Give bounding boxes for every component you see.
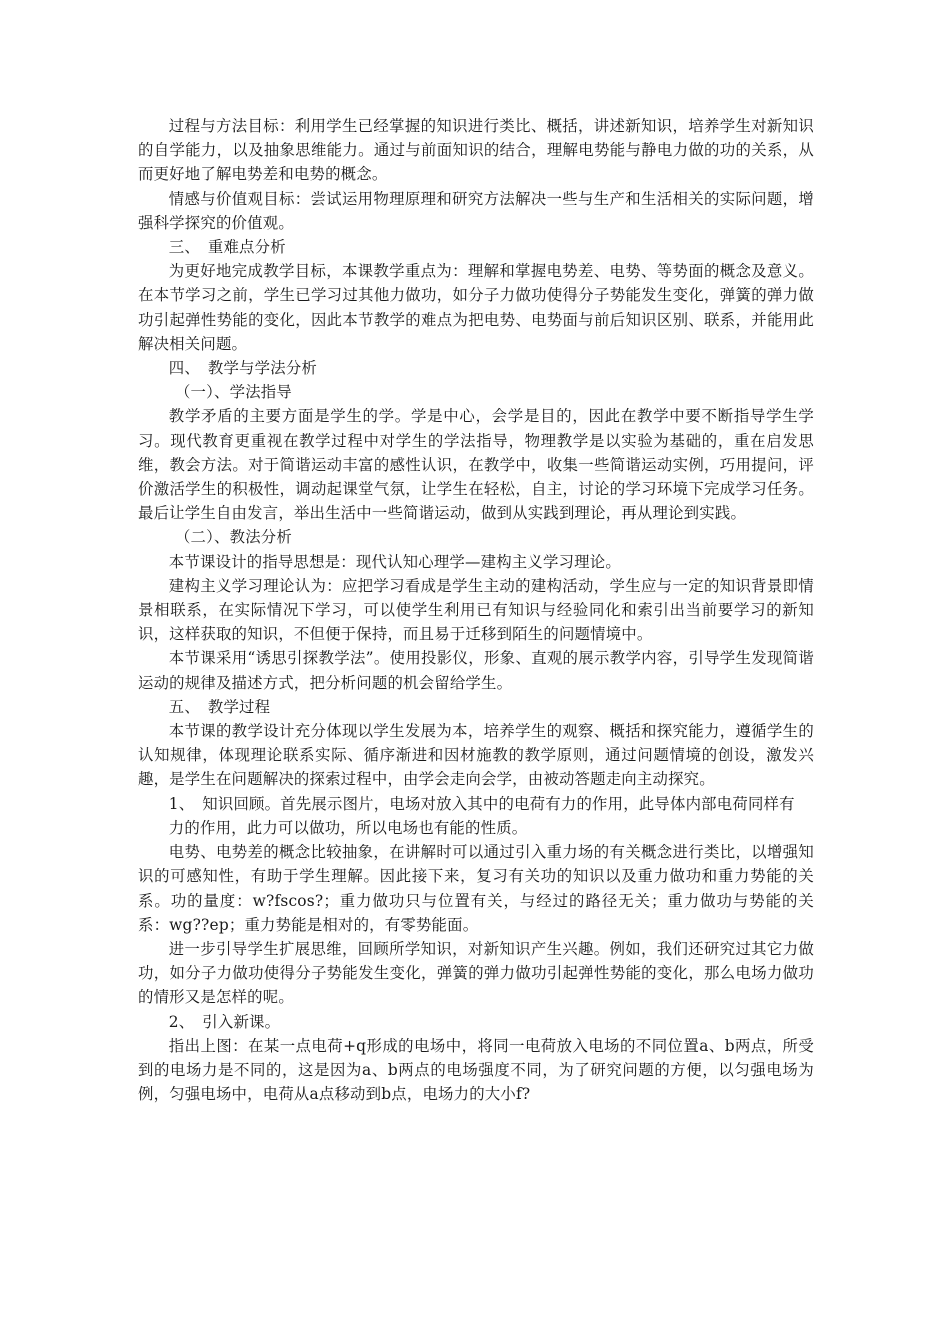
document-body xyxy=(138,114,814,1106)
heading-new-lesson: 2、 引入新课。 xyxy=(168,1012,281,1031)
paragraph-constructivism: 建构主义学习理论认为：应把学习看成是学生主动的建构活动，学生应与一定的知识背景即情景相联系，在实际情况下学习，可以使学生利用已有知识与经验同化和索引出当前要学习的新知识，这样获取的知识，不但便于保持，而且易于迁移到陌生的问题情境中。 xyxy=(138,576,814,644)
heading-teaching-process: 五、 教学过程 xyxy=(168,697,271,716)
paragraph-teaching-design: 本节课的教学设计充分体现以学生发展为本，培养学生的观察、概括和探究能力，遵循学生的认知规律，体现理论联系实际、循序渐进和因材施教的教学原则，通过问题情境的创设，激发兴趣，是学生在问题解决的探索过程中，由学会走向会学，由被动答题走向主动探究。 xyxy=(138,722,814,789)
subheading-teaching-method: （二）、教法分析 xyxy=(174,528,292,547)
heading-teaching-learning-analysis: 四、 教学与学法分析 xyxy=(168,359,318,378)
paragraph-teaching-approach: 本节课采用“诱思引探教学法”。使用投影仪，形象、直观的展示教学内容，引导学生发现简谐运动的规律及描述方式，把分析问题的机会留给学生。 xyxy=(138,649,814,692)
subheading-learning-guidance: （一）、学法指导 xyxy=(174,383,292,402)
paragraph-emotion-value-goal: 情感与价值观目标：尝试运用物理原理和研究方法解决一些与生产和生活相关的实际问题，增强科学探究的价值观。 xyxy=(138,189,814,232)
paragraph-guiding-idea: 本节课设计的指导思想是：现代认知心理学—建构主义学习理论。 xyxy=(168,552,621,571)
paragraph-force-work: 力的作用，此力可以做功，所以电场也有能的性质。 xyxy=(168,818,528,837)
paragraph-expand-thinking: 进一步引导学生扩展思维，回顾所学知识，对新知识产生兴趣。例如，我们还研究过其它力做功，如分子力做功使得分子势能发生变化，弹簧的弹力做功引起弹性势能的变化，那么电场力做功的情形又是怎样的呢。 xyxy=(138,939,814,1007)
paragraph-process-method-goal: 过程与方法目标：利用学生已经掌握的知识进行类比、概括，讲述新知识，培养学生对新知识的自学能力，以及抽象思维能力。通过与前面知识的结合，理解电势能与静电力做的功的关系，从而更好地了解电势差和电势的概念。 xyxy=(138,117,814,184)
paragraph-key-points: 为更好地完成教学目标，本课教学重点为：理解和掌握电势差、电势、等势面的概念及意义。在本节学习之前，学生已学习过其他力做功，如分子力做功使得分子势能发生变化，弹簧的弹力做功引起弹性势能的变化，因此本节教学的难点为把电势、电势面与前后知识区别、联系，并能用此解决相关问题。 xyxy=(138,262,814,353)
paragraph-point-out-figure: 指出上图：在某一点电荷+q形成的电场中，将同一电荷放入电场的不同位置a、b两点，所受到的电场力是不同的，这是因为a、b两点的电场强度不同，为了研究问题的方便，以匀强电场为例，匀强电场中，电荷从a点移动到b点，电场力的大小f? xyxy=(138,1036,814,1104)
paragraph-learning-guidance: 教学矛盾的主要方面是学生的学。学是中心，会学是目的，因此在教学中要不断指导学生学习。现代教育更重视在教学过程中对学生的学法指导，物理教学是以实验为基础的，重在启发思维，教会方法。对于简谐运动丰富的感性认识，在教学中，收集一些简谐运动实例，巧用提问，评价激活学生的积极性，调动起课堂气氛，让学生在轻松，自主，讨论的学习环境下完成学习任务。最后让学生自由发言，举出生活中一些简谐运动，做到从实践到理论，再从理论到实践。 xyxy=(138,407,814,523)
paragraph-potential-concept: 电势、电势差的概念比较抽象，在讲解时可以通过引入重力场的有关概念进行类比，以增强知识的可感知性，有助于学生理解。因此接下来，复习有关功的知识以及重力做功和重力势能的关系。功的量度：w?fscos?；重力做功只与位置有关，与经过的路径无关；重力做功与势能的关系：wg??ep；重力势能是相对的，有零势能面。 xyxy=(138,843,814,934)
heading-key-difficult-points: 三、 重难点分析 xyxy=(168,238,286,257)
paragraph-knowledge-review: 1、 知识回顾。首先展示图片，电场对放入其中的电荷有力的作用，此导体内部电荷同样有 xyxy=(168,794,795,813)
